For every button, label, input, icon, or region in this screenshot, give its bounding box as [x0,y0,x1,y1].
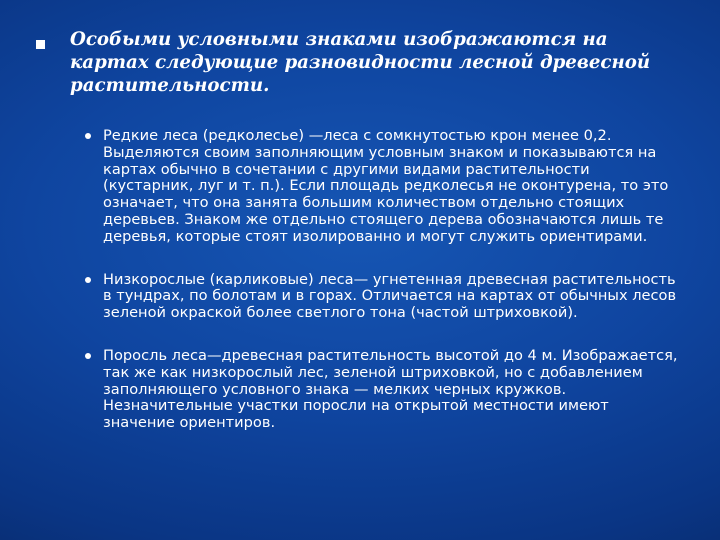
bullet-item-young-forest [84,348,680,432]
bullet-list [84,128,680,432]
bullet-item-text: Поросль леса—древесная растительность высотой до 4 м. Изображается, так же как низкорослый лес, зеленой штриховкой, но с добавлением заполняющего условного знака — мелких черных кружков. Незначительные участки поросли на открытой местности имеют значение ориентиров. [103,346,678,432]
bullet-item-sparse-forests [84,128,680,246]
bullet-item-dwarf-forests [84,272,680,322]
bullet-item-text: Низкорослые (карликовые) леса— угнетенная древесная растительность в тундрах, по болотам и в горах. Отличается на картах от обычных лесов зеленой окраской более светлого тона (частой штриховкой). [103,270,677,322]
bullet-dot-icon [85,277,91,283]
bullet-item-text: Редкие леса (редколесье) —леса с сомкнутостью крон менее 0,2. Выделяются своим заполняющим условным знаком и показываются на картах обычно в сочетании с другими видами растительности (кустарник, луг и т. п.). Если площадь редколесья не оконтурена, то это означает, что она занята большим количеством отдельно стоящих деревьев. Знаком же отдельно стоящего дерева обозначаются лишь те деревья, которые стоят изолированно и могут служить ориентирами. [103,127,669,245]
title-square-bullet-icon [36,40,45,49]
bullet-dot-icon [85,133,91,139]
bullet-dot-icon [85,353,91,359]
slide-title: Особыми условными знаками изображаются на картах следующие разновидности лесной древесной растительности. [70,29,651,96]
